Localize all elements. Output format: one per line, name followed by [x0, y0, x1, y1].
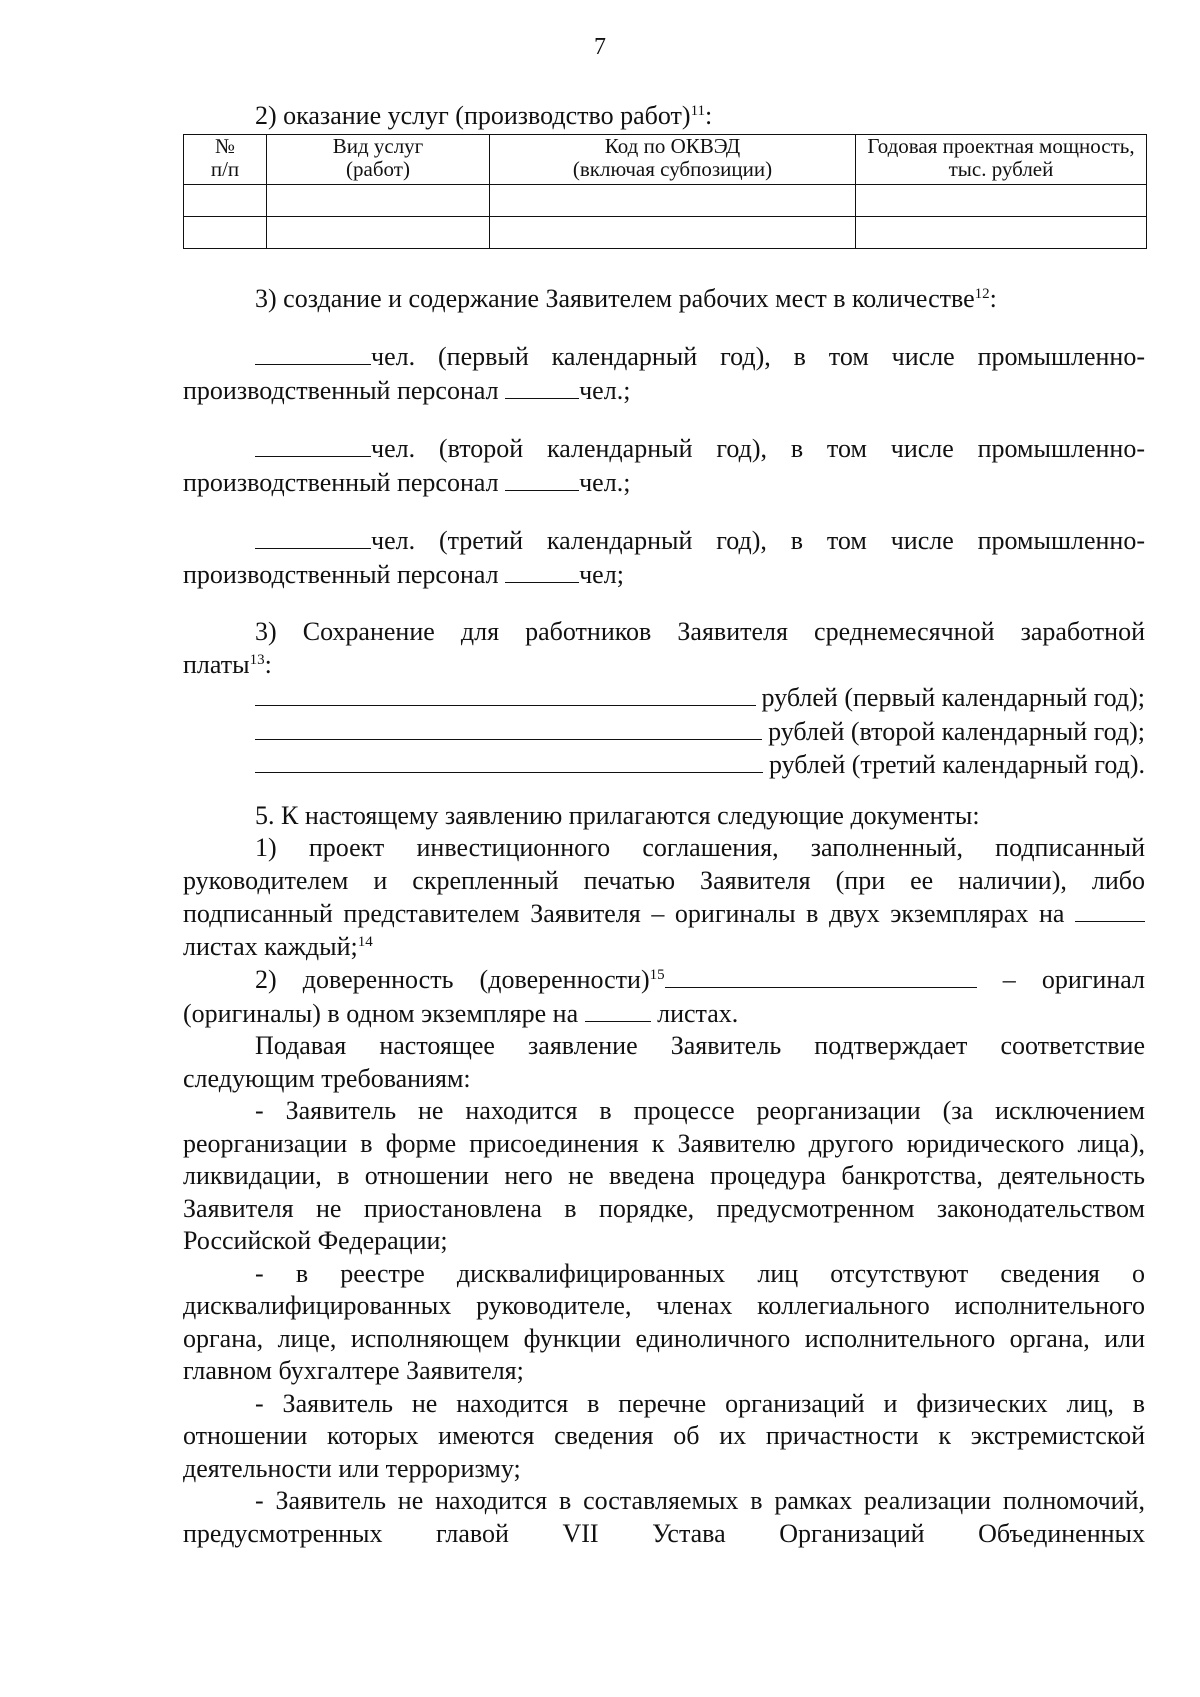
requirement-item: - Заявитель не находится в составляемых в рамках реализации полномочий, предусмотренных главой VII Устава Организаций Объединенных: [183, 1486, 1145, 1548]
jobs-item-line1: [183, 432, 1145, 466]
requirements-intro: Подавая настоящее заявление Заявитель подтверждает соответствие следующим требованиям:: [183, 1031, 1145, 1093]
documents-heading: 5. К настоящему заявлению прилагаются следующие документы:: [255, 800, 980, 830]
table-row: [184, 184, 1147, 216]
jobs-count-blank[interactable]: [255, 524, 371, 549]
jobs-item-line2: [183, 466, 1145, 500]
sheets-count-blank[interactable]: [1075, 897, 1145, 922]
salary-heading-line2: [183, 649, 1145, 682]
jobs-count-blank[interactable]: [255, 432, 371, 457]
jobs-heading-colon: :: [989, 283, 997, 313]
services-heading-text: 2) оказание услуг (производство работ): [255, 101, 691, 130]
jobs-item-line2: [183, 374, 1145, 408]
table-row: [184, 216, 1147, 248]
table-cell[interactable]: [856, 184, 1147, 216]
requirement-item: - в реестре дисквалифицированных лиц отсутствуют сведения о дисквалифицированных руководителе, членах коллегиального исполнительного органа, лице, исполняющем функции единоличного исполнительного органа, или главном бухгалтере Заявителя;: [183, 1258, 1145, 1385]
salary-row-text: рублей (третий календарный год).: [768, 750, 1145, 779]
salary-amount-blank[interactable]: [255, 748, 763, 773]
personnel-count-blank[interactable]: [505, 558, 579, 583]
header-number: [184, 134, 267, 184]
jobs-personnel-text: производственный персонал: [183, 559, 506, 589]
table-cell[interactable]: [490, 184, 856, 216]
table-cell[interactable]: [856, 216, 1147, 248]
table-cell[interactable]: [184, 216, 267, 248]
personnel-count-blank[interactable]: [505, 466, 579, 491]
header-number-line2: п/п: [210, 156, 240, 181]
services-table: [183, 134, 1147, 249]
header-okved-code-line1: Код по ОКВЭД: [604, 133, 741, 158]
document-body: [183, 100, 1145, 1550]
documents-item-2-text: 2) доверенность (доверенности): [255, 965, 650, 994]
page-number: 7: [594, 34, 606, 60]
jobs-heading-text: 3) создание и содержание Заявителем рабочих мест в количестве: [255, 283, 975, 313]
personnel-count-blank[interactable]: [505, 374, 579, 399]
jobs-item-text: чел. (второй календарный год), в том числе промышленно-: [371, 434, 1145, 463]
table-header-row: [184, 134, 1147, 184]
header-capacity: [856, 134, 1147, 184]
footnote-ref-11: 11: [690, 103, 706, 119]
jobs-unit-text: чел.;: [579, 375, 631, 405]
jobs-item-line1: [183, 340, 1145, 374]
footnote-ref-15: 15: [649, 967, 665, 983]
salary-heading-line1: 3) Сохранение для работников Заявителя среднемесячной заработной: [255, 617, 1145, 646]
documents-item-2-tail: листах.: [650, 998, 739, 1028]
table-cell[interactable]: [184, 184, 267, 216]
header-okved-code: [490, 134, 856, 184]
table-cell[interactable]: [267, 216, 490, 248]
jobs-item-line1: [183, 524, 1145, 558]
services-heading-colon: :: [705, 101, 713, 130]
header-number-line1: №: [214, 133, 236, 158]
header-service-type-line2: (работ): [346, 156, 410, 181]
services-heading: [183, 100, 1145, 133]
jobs-personnel-text: производственный персонал: [183, 375, 506, 405]
salary-amount-blank[interactable]: [255, 715, 762, 740]
jobs-item-text: чел. (первый календарный год), в том числе промышленно-: [371, 342, 1145, 371]
salary-row-2: [183, 715, 1145, 749]
salary-row-3: [183, 748, 1145, 782]
header-service-type: [267, 134, 490, 184]
salary-row-1: [183, 681, 1145, 715]
table-cell[interactable]: [267, 184, 490, 216]
jobs-personnel-text: производственный персонал: [183, 467, 506, 497]
jobs-count-blank[interactable]: [255, 340, 371, 365]
header-service-type-line1: Вид услуг: [332, 133, 424, 158]
requirement-item: - Заявитель не находится в перечне организаций и физических лиц, в отношении которых имеются сведения об их причастности к экстремистской деятельности или терроризму;: [183, 1388, 1145, 1483]
documents-item-1: [183, 832, 1145, 963]
salary-amount-blank[interactable]: [255, 681, 756, 706]
jobs-item-text: чел. (третий календарный год), в том числе промышленно-: [371, 526, 1145, 555]
salary-row-text: рублей (второй календарный год);: [768, 716, 1145, 746]
documents-item-1-tail: листах каждый;: [183, 931, 358, 961]
jobs-item-1: [183, 340, 1145, 407]
header-okved-code-line2: (включая субпозиции): [572, 156, 773, 181]
footnote-ref-13: 13: [249, 651, 265, 668]
documents-item-2-mid: – оригинал (оригиналы) в одном экземпляре на: [183, 965, 1145, 1028]
footnote-ref-14: 14: [357, 933, 373, 950]
jobs-unit-text: чел;: [579, 559, 624, 589]
power-of-attorney-blank[interactable]: [665, 963, 977, 988]
salary-heading-colon: :: [264, 649, 272, 679]
documents-item-2: [183, 963, 1145, 1030]
salary-heading-word: платы: [183, 649, 250, 679]
table-cell[interactable]: [490, 216, 856, 248]
jobs-item-line2: [183, 558, 1145, 592]
documents-item-1-text: 1) проект инвестиционного соглашения, заполненный, подписанный руководителем и скрепленный печатью Заявителя (при ее наличии), либо подписанный представителем Заявителя – оригиналы в двух экземплярах на: [183, 833, 1145, 928]
salary-row-text: рублей (первый календарный год);: [761, 683, 1145, 712]
header-capacity-line1: Годовая проектная мощность,: [867, 133, 1135, 158]
footnote-ref-12: 12: [974, 285, 990, 302]
sheets-count-blank[interactable]: [585, 997, 651, 1022]
jobs-item-2: [183, 432, 1145, 499]
jobs-heading: [183, 283, 1145, 316]
jobs-item-3: [183, 524, 1145, 591]
requirement-item: - Заявитель не находится в процессе реорганизации (за исключением реорганизации в форме присоединения к Заявителю другого юридического лица), ликвидации, в отношении него не введена процедура банкротства, деятельность Заявителя не приостановлена в порядке, предусмотренном законодательством Российской Федерации;: [183, 1096, 1145, 1255]
jobs-unit-text: чел.;: [579, 467, 631, 497]
header-capacity-line2: тыс. рублей: [948, 156, 1054, 181]
